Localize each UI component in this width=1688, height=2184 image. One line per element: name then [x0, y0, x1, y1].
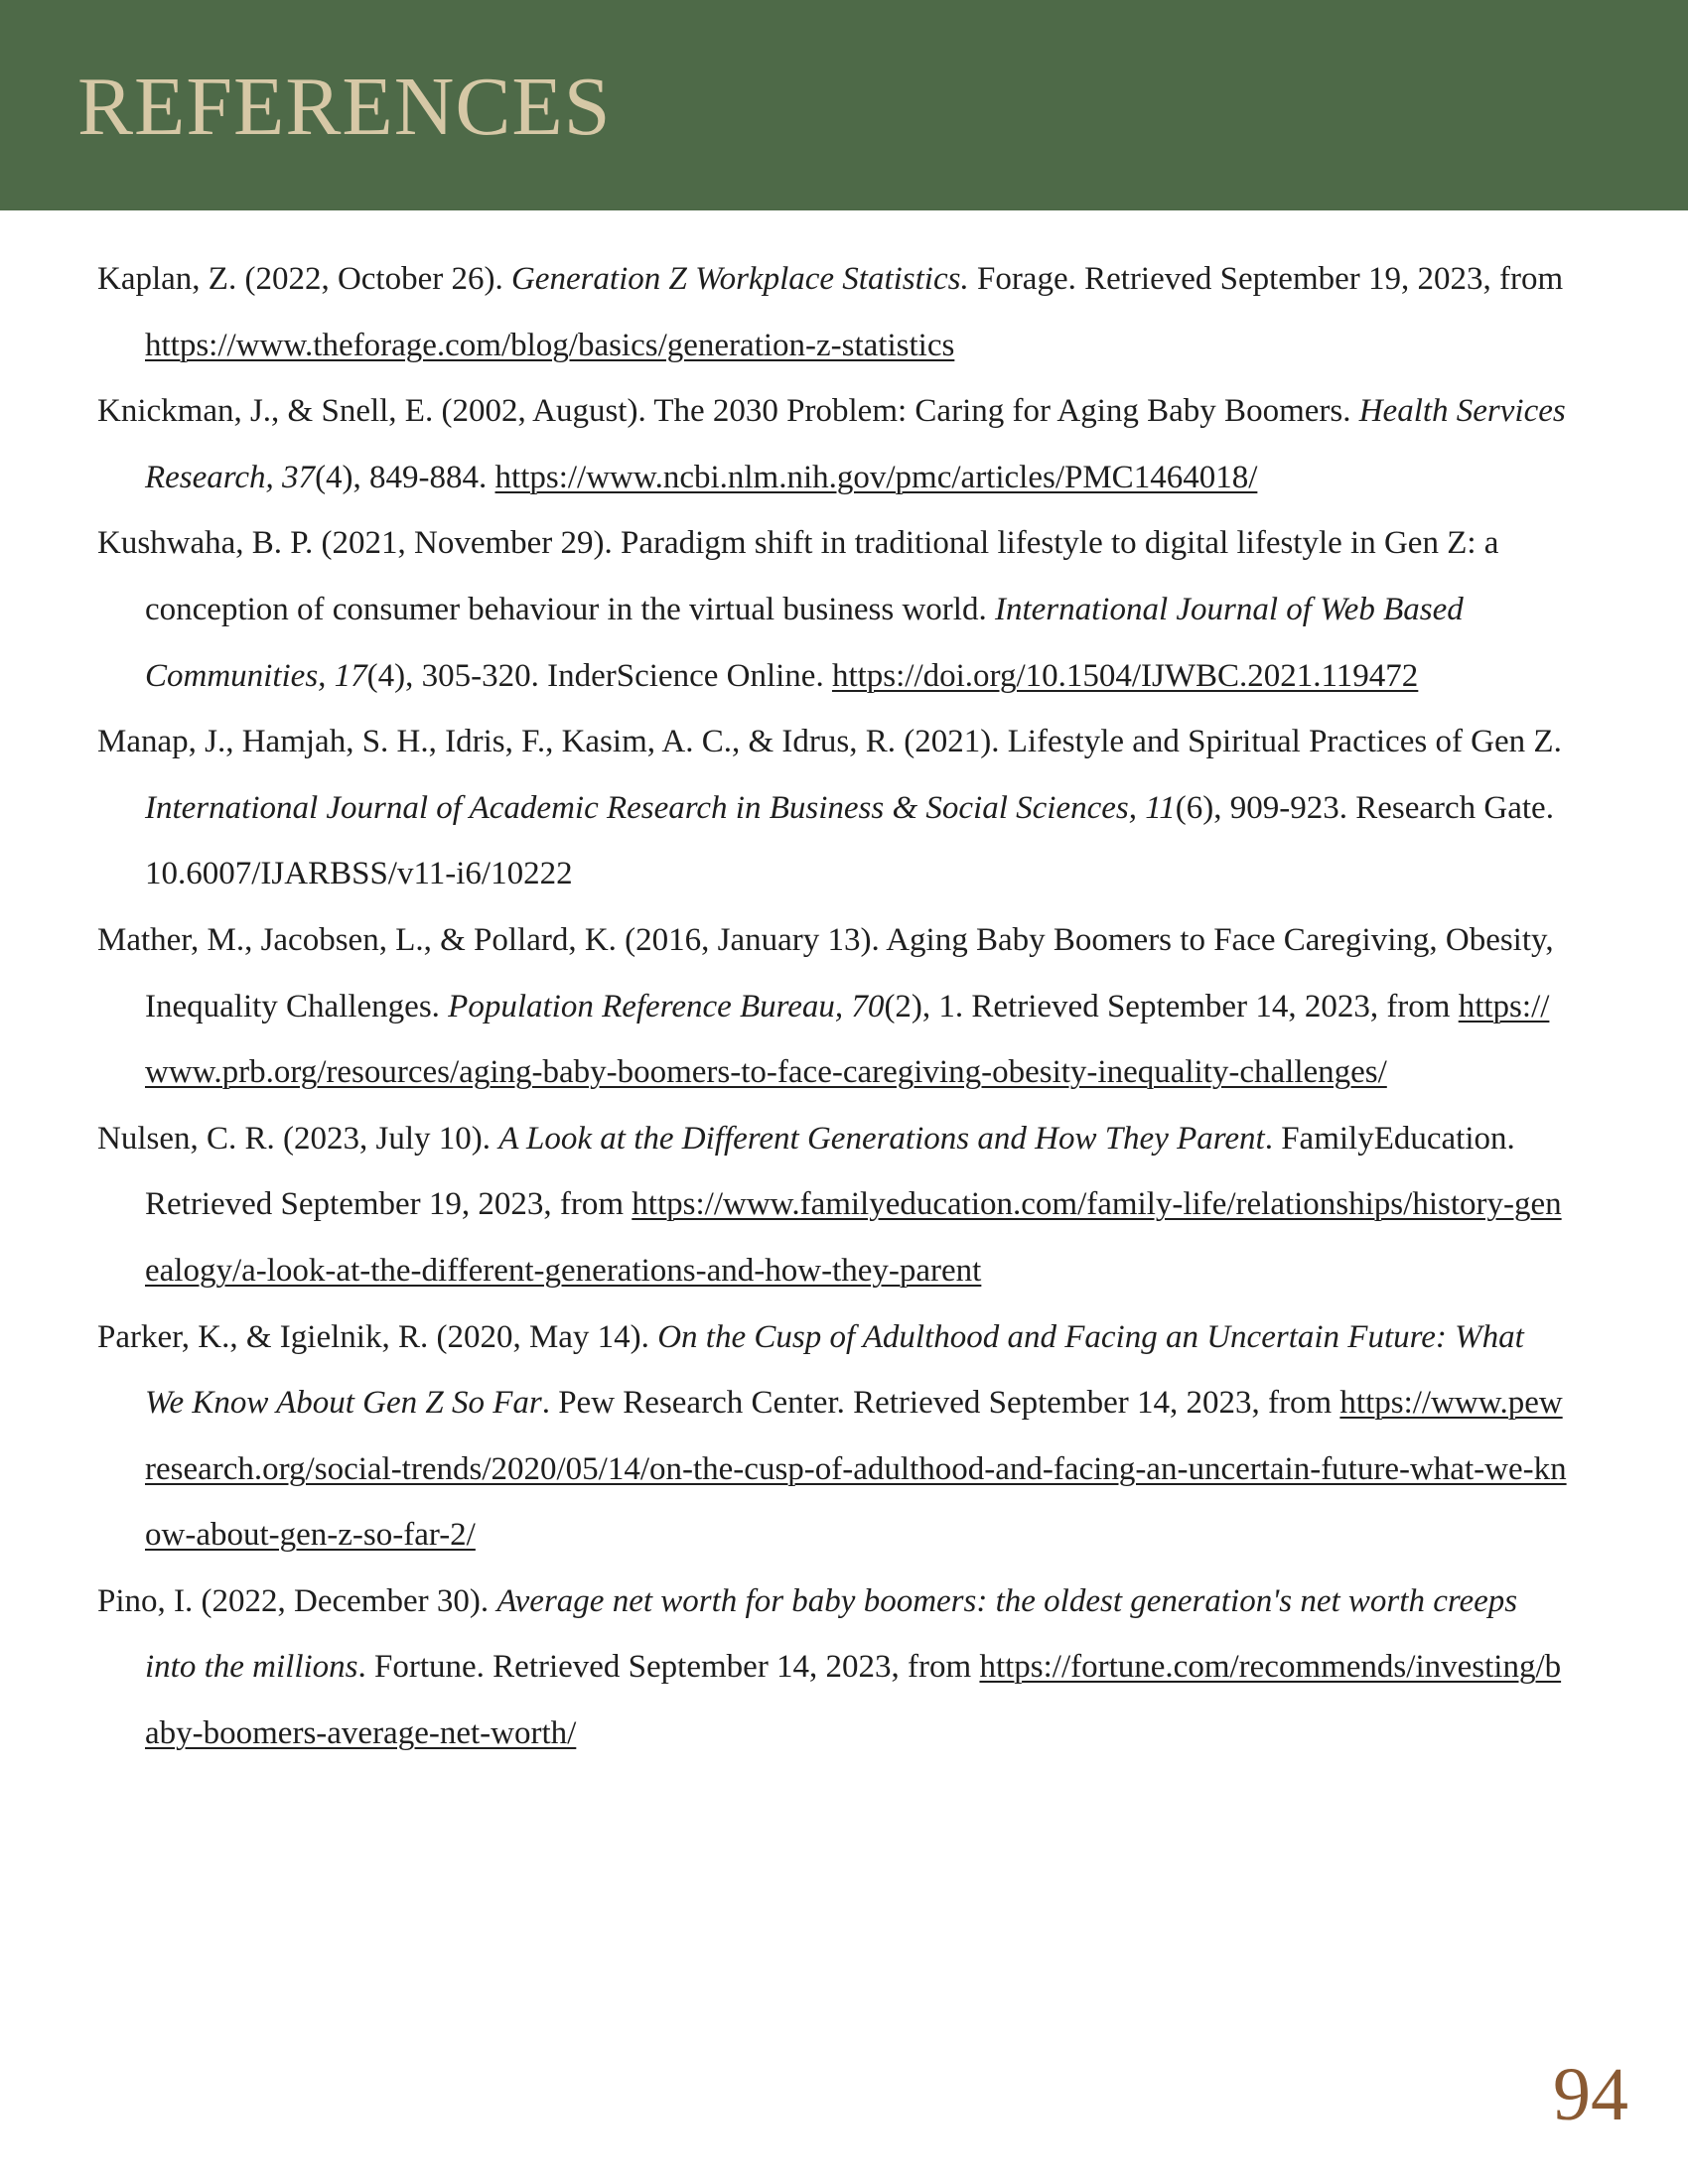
reference-link[interactable]: https://www.prb.org/resources/aging-baby-boomers-to-face-caregiving-obesity-inequality-challenges/	[145, 988, 1550, 1091]
page-number: 94	[1553, 2053, 1628, 2136]
reference-link[interactable]: https://fortune.com/recommends/investing/baby-boomers-average-net-worth/	[145, 1649, 1562, 1752]
header-band	[0, 0, 1688, 210]
reference-title: Average net worth for baby boomers: the oldest generation's net worth creeps into the millions	[145, 1582, 1518, 1686]
reference-text: (2), 1. Retrieved September 14, 2023, from	[884, 988, 1459, 1024]
reference-title: On the Cusp of Adulthood and Facing an Uncertain Future: What We Know About Gen Z So Far	[145, 1318, 1524, 1422]
reference-text: . Pew Research Center. Retrieved September 14, 2023, from	[541, 1385, 1340, 1422]
reference-entry-manap	[97, 709, 1567, 907]
reference-entry-nulsen	[97, 1106, 1567, 1304]
reference-text: Manap, J., Hamjah, S. H., Idris, F., Kasim, A. C., & Idrus, R. (2021). Lifestyle and Spiritual Practices of Gen Z.	[97, 724, 1562, 760]
reference-text: (6), 909-923. Research Gate. 10.6007/IJARBSS/v11-i6/10222	[145, 789, 1554, 892]
reference-text: . FamilyEducation. Retrieved September 19, 2023, from	[145, 1120, 1515, 1223]
reference-entry-mather	[97, 907, 1567, 1106]
reference-text: Knickman, J., & Snell, E. (2002, August). The 2030 Problem: Caring for Aging Baby Boomers.	[97, 393, 1359, 430]
reference-text: Mather, M., Jacobsen, L., & Pollard, K. (2016, January 13). Aging Baby Boomers to Face Caregiving, Obesity, Inequality Challenges.	[97, 921, 1554, 1024]
reference-title: A Look at the Different Generations and How They Parent	[498, 1120, 1265, 1157]
reference-entry-pino	[97, 1569, 1567, 1767]
reference-text: Kushwaha, B. P. (2021, November 29). Paradigm shift in traditional lifestyle to digital lifestyle in Gen Z: a conception of consumer behaviour in the virtual business world.	[97, 525, 1499, 627]
reference-entry-kaplan	[97, 246, 1567, 378]
reference-text: Forage. Retrieved September 19, 2023, from	[968, 261, 1564, 297]
reference-journal: International Journal of Web Based Communities, 17	[145, 591, 1464, 694]
reference-text: (4), 849-884.	[315, 459, 495, 495]
reference-list	[97, 246, 1567, 1767]
reference-title: Generation Z Workplace Statistics.	[510, 261, 969, 297]
reference-link[interactable]: https://doi.org/10.1504/IJWBC.2021.119472	[831, 657, 1419, 694]
reference-entry-kushwaha	[97, 510, 1567, 709]
reference-link[interactable]: https://www.familyeducation.com/family-life/relationships/history-genealogy/a-look-at-the-different-generations-and-how-they-parent	[145, 1186, 1562, 1289]
reference-text: Nulsen, C. R. (2023, July 10).	[97, 1120, 499, 1157]
reference-entry-parker	[97, 1304, 1567, 1569]
reference-journal: Population Reference Bureau, 70	[448, 988, 885, 1024]
page-title: REFERENCES	[77, 61, 612, 153]
reference-link[interactable]: https://www.ncbi.nlm.nih.gov/pmc/articles/PMC1464018/	[494, 459, 1258, 495]
reference-text: Pino, I. (2022, December 30).	[97, 1582, 497, 1619]
reference-link[interactable]: https://www.theforage.com/blog/basics/generation-z-statistics	[145, 327, 955, 363]
reference-entry-knickman	[97, 378, 1567, 510]
reference-text: (4), 305-320. InderScience Online.	[366, 657, 832, 694]
reference-text: . Fortune. Retrieved September 14, 2023, from	[357, 1649, 980, 1686]
reference-journal: International Journal of Academic Research in Business & Social Sciences, 11	[145, 789, 1176, 826]
reference-journal: Health Services Research, 37	[145, 393, 1566, 495]
reference-link[interactable]: https://www.pewresearch.org/social-trends/2020/05/14/on-the-cusp-of-adulthood-and-facing-an-uncertain-future-what-we-know-about-gen-z-so-far-2/	[145, 1385, 1567, 1554]
reference-text: Parker, K., & Igielnik, R. (2020, May 14).	[97, 1318, 658, 1355]
reference-text: Kaplan, Z. (2022, October 26).	[97, 261, 511, 297]
